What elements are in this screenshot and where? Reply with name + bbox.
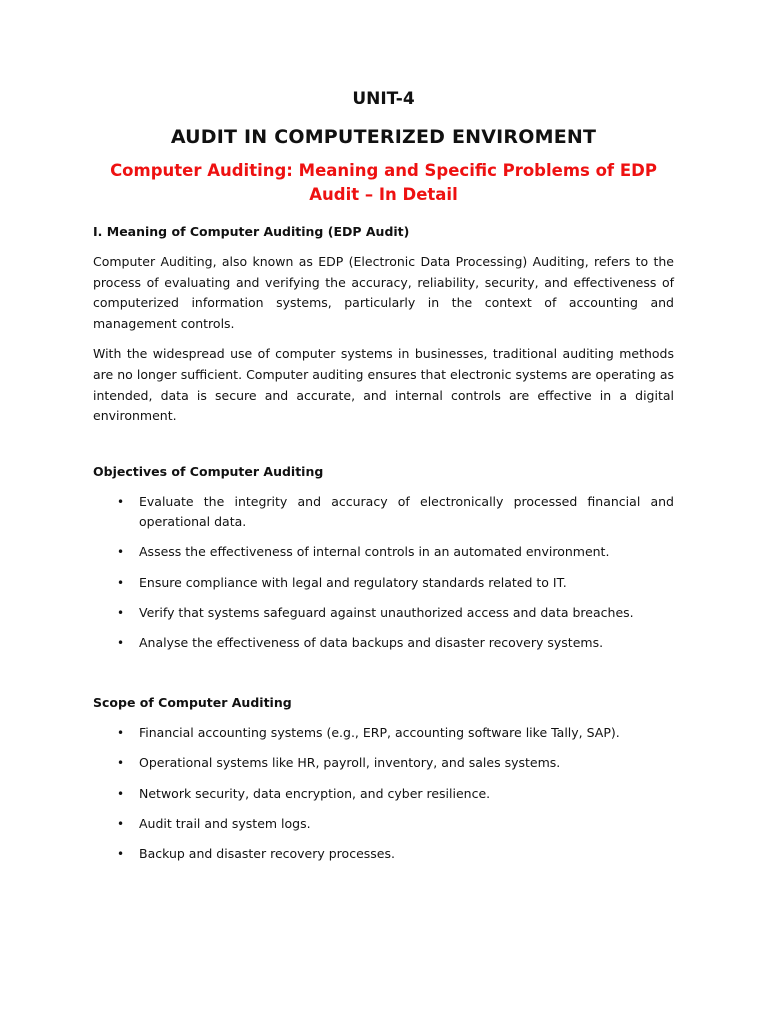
list-item-text: Verify that systems safeguard against unauthorized access and data breaches. bbox=[139, 604, 634, 620]
meaning-paragraph-1: Computer Auditing, also known as EDP (Electronic Data Processing) Auditing, refers to the process of evaluating and verifying the accuracy, reliability, security, and effectiveness of computerized information systems, particularly in the context of accounting and management controls. bbox=[93, 254, 674, 331]
meaning-paragraph-2: With the widespread use of computer systems in businesses, traditional auditing methods are no longer sufficient. Computer auditing ensures that electronic systems are operating as intended, data is secure and accurate, and internal controls are effective in a digital environment. bbox=[93, 346, 674, 424]
list-item bbox=[93, 784, 674, 805]
list-item bbox=[93, 844, 674, 865]
list-item-text: Operational systems like HR, payroll, inventory, and sales systems. bbox=[139, 755, 561, 771]
scope-heading: Scope of Computer Auditing bbox=[93, 695, 292, 711]
list-item bbox=[93, 542, 674, 563]
objectives-list bbox=[93, 492, 674, 654]
bullet-icon: • bbox=[117, 846, 125, 861]
bullet-icon: • bbox=[117, 494, 125, 509]
bullet-icon: • bbox=[117, 605, 125, 620]
list-item-text: Ensure compliance with legal and regulatory standards related to IT. bbox=[139, 574, 567, 590]
bullet-icon: • bbox=[117, 726, 125, 741]
list-item-text: Financial accounting systems (e.g., ERP, accounting software like Tally, SAP). bbox=[139, 725, 620, 741]
meaning-heading: I. Meaning of Computer Auditing (EDP Audit) bbox=[93, 224, 410, 239]
list-item bbox=[93, 603, 674, 624]
list-item bbox=[93, 753, 674, 774]
document-subtitle: Computer Auditing: Meaning and Specific Problems of EDP Audit – In Detail bbox=[110, 161, 657, 204]
list-item bbox=[93, 573, 674, 594]
list-item-text: Analyse the effectiveness of data backups and disaster recovery systems. bbox=[139, 634, 604, 650]
list-item bbox=[93, 814, 674, 835]
list-item bbox=[93, 492, 674, 533]
list-item-text: Network security, data encryption, and cyber resilience. bbox=[139, 785, 491, 801]
list-item-text: Backup and disaster recovery processes. bbox=[139, 845, 395, 861]
scope-list bbox=[93, 723, 674, 864]
bullet-icon: • bbox=[117, 575, 125, 590]
document-title: AUDIT IN COMPUTERIZED ENVIROMENT bbox=[170, 126, 597, 148]
bullet-icon: • bbox=[117, 816, 125, 831]
unit-label: UNIT-4 bbox=[352, 89, 415, 109]
list-item-text: Evaluate the integrity and accuracy of electronically processed financial and operational data. bbox=[139, 493, 674, 530]
list-item-text: Audit trail and system logs. bbox=[139, 815, 311, 831]
list-item bbox=[93, 633, 674, 654]
bullet-icon: • bbox=[117, 545, 125, 560]
bullet-icon: • bbox=[117, 635, 125, 650]
list-item-text: Assess the effectiveness of internal controls in an automated environment. bbox=[139, 544, 610, 560]
bullet-icon: • bbox=[117, 756, 125, 771]
objectives-heading: Objectives of Computer Auditing bbox=[93, 463, 324, 479]
list-item bbox=[93, 723, 674, 744]
bullet-icon: • bbox=[117, 786, 125, 801]
